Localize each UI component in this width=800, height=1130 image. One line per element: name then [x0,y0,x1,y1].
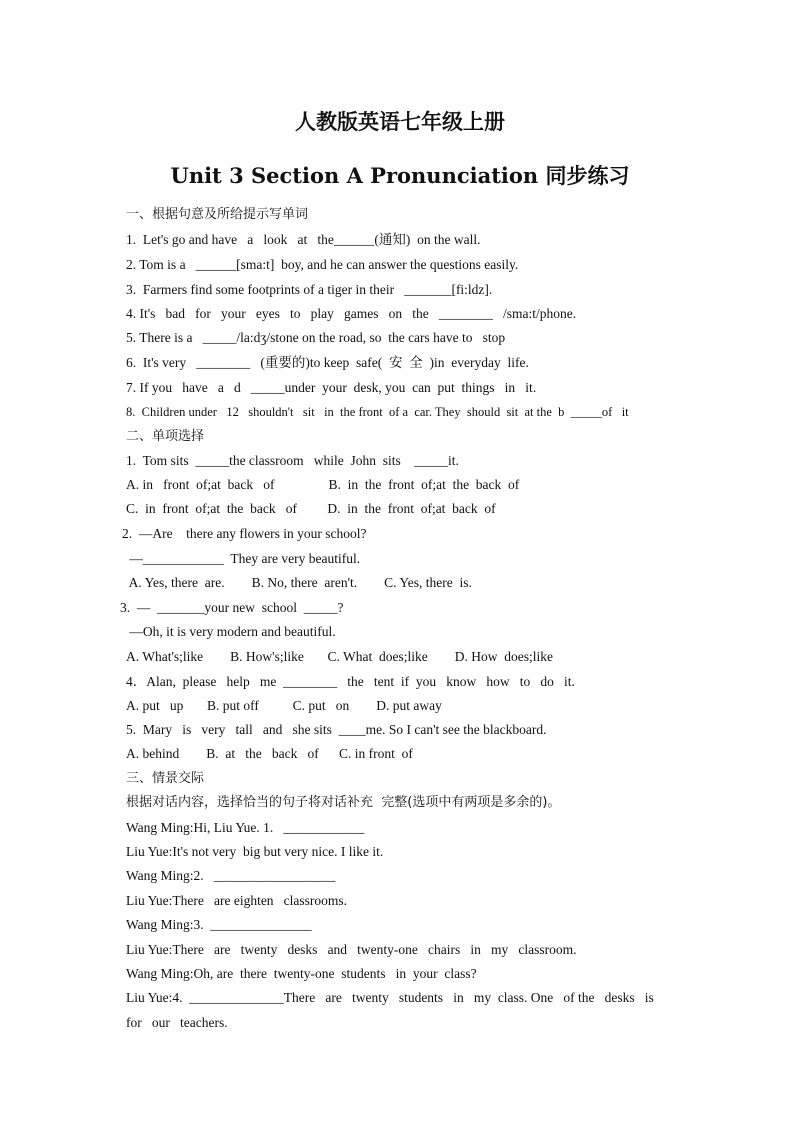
dialogue-line: Liu Yue:4. ______________There are twenty students in my class. One of the desks is [126,990,654,1005]
exercise-line: 5. There is a _____/la:dʒ/stone on the road, so the cars have to stop [126,330,506,345]
section-heading: 二、单项选择 [126,429,205,444]
exercise-line: 3. Farmers find some footprints of a tiger in their _______[fi:ldz]. [126,282,493,297]
question-line: 2. —Are there any flowers in your school? [122,526,367,541]
question-line: 4．Alan, please help me ________ the tent if you know how to do it. [126,674,575,689]
option-line: A. What's;like B. How's;like C. What does;like D. How does;like [126,649,553,664]
dialogue-line: Liu Yue:It's not very big but very nice. I like it. [126,844,384,859]
exercise-line: 7. If you have a d _____under your desk, you can put things in it. [126,380,537,395]
dialogue-line: Wang Ming:Oh, are there twenty-one students in your class? [126,966,477,981]
dialogue-line: Wang Ming:Hi, Liu Yue. 1. ____________ [126,820,365,835]
dialogue-line: Wang Ming:3. _______________ [126,917,312,932]
question-line: —Oh, it is very modern and beautiful. [126,624,336,639]
exercise-line: 1. Let's go and have a look at the______(通知) on the wall. [126,232,481,247]
option-line: A. put up B. put off C. put on D. put away [126,698,442,713]
option-line: A. Yes, there are. B. No, there aren't. C. Yes, there is. [126,575,472,590]
dialogue-line: Wang Ming:2. __________________ [126,868,336,883]
question-line: 3. — _______your new school _____? [120,600,344,615]
exercise-line: 4. It's bad for your eyes to play games on the ________ /sma:t/phone. [126,306,577,321]
dialogue-line: for our teachers. [126,1015,228,1030]
exercise-line: 6. It's very ________ (重要的)to keep safe( 安 全 )in everyday life. [126,355,529,370]
option-line: C. in front of;at the back of D. in the front of;at back of [126,501,496,516]
question-line: —____________ They are very beautiful. [126,551,361,566]
option-line: A. in front of;at back of B. in the front of;at the back of [126,477,520,492]
dialogue-line: Liu Yue:There are eighten classrooms. [126,893,348,908]
dialogue-line: Liu Yue:There are twenty desks and twenty-one chairs in my classroom. [126,942,577,957]
question-line: 1. Tom sits _____the classroom while John sits _____it. [126,453,459,468]
section-heading: 三、情景交际 [126,771,205,786]
page-title: 人教版英语七年级上册 [295,109,505,134]
instruction-text: 根据对话内容，选择恰当的句子将对话补充 完整(选项中有两项是多余的)。 [126,795,561,810]
page-subtitle: Unit 3 Section A Pronunciation 同步练习 [170,163,630,188]
option-line: A. behind B. at the back of C. in front of [126,746,413,761]
exercise-line: 2. Tom is a ______[sma:t] boy, and he can answer the questions easily. [126,257,519,272]
section-heading: 一、根据句意及所给提示写单词 [126,207,309,222]
question-line: 5. Mary is very tall and she sits ____me. So I can't see the blackboard. [126,722,547,737]
exercise-line: 8. Children under 12 shouldn't sit in the front of a car. They should sit at the b _____of it [126,405,629,419]
